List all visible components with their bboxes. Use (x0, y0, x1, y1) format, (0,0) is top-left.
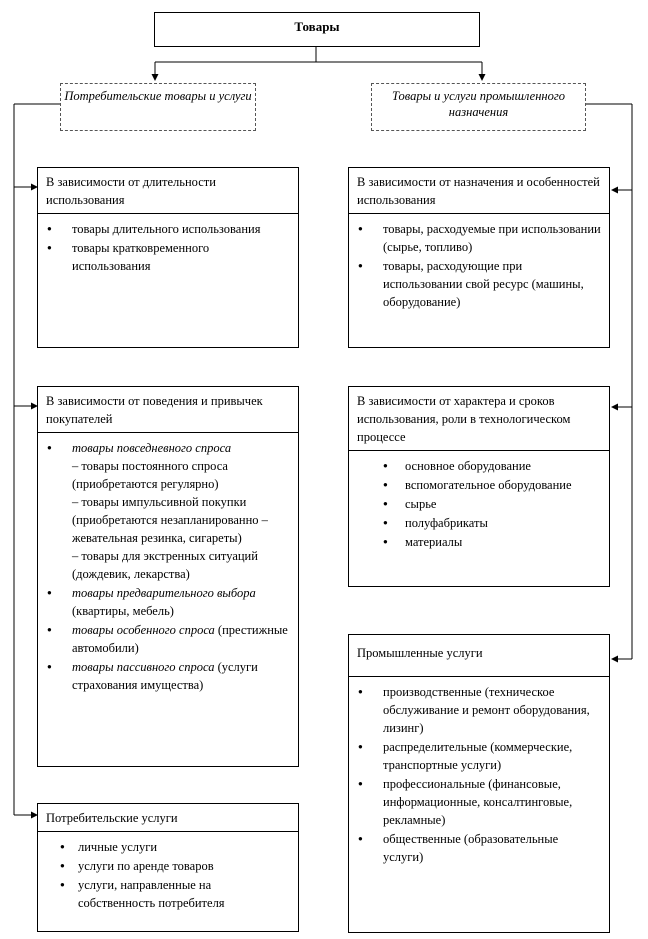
list-item: ● материалы (349, 533, 601, 551)
list-item: ● общественные (образовательные услуги) (349, 830, 601, 866)
item-list (38, 214, 298, 275)
right-box-industrial-services (348, 634, 610, 933)
item-list (38, 832, 298, 912)
list-item: ● сырье (349, 495, 601, 513)
root-box (154, 12, 480, 47)
item-list (349, 677, 609, 866)
list-item: ● товары, расходующие при использовании свой ресурс (машины, оборудование) (349, 257, 601, 311)
item-rest: (услуги страхования имущества) (72, 660, 258, 692)
right-category-box (371, 83, 586, 131)
left-category-label: Потребительские товары и услуги (64, 89, 252, 103)
list-item: ● товары, расходуемые при использовании (сырье, топливо) (349, 220, 601, 256)
sub-item: – товары импульсивной покупки (приобретаются незапланированно – жевательная резинка, сигареты) (72, 495, 268, 545)
sub-item: – товары для экстренных ситуаций (дождевик, лекарства) (72, 549, 258, 581)
list-item (38, 658, 290, 694)
box-header: Потребительские услуги (38, 804, 298, 832)
list-item: ● личные услуги (38, 838, 290, 856)
list-item (38, 584, 290, 620)
item-emphasis: товары предварительного выбора (72, 586, 256, 600)
right-box-purpose (348, 167, 610, 348)
item-rest: (престижные автомобили) (72, 623, 288, 655)
item-list (38, 433, 298, 694)
item-rest: (квартиры, мебель) (72, 604, 174, 618)
item-emphasis: товары пассивного спроса (72, 660, 215, 674)
left-box-consumer-services (37, 803, 299, 932)
list-item: ● вспомогательное оборудование (349, 476, 601, 494)
item-list (349, 451, 609, 551)
box-header: Промышленные услуги (349, 635, 609, 677)
sub-item: – товары постоянного спроса (приобретаются регулярно) (72, 459, 228, 491)
box-header: В зависимости от назначения и особенностей использования (349, 168, 609, 214)
list-item (38, 621, 290, 657)
box-header: В зависимости от длительности использования (38, 168, 298, 214)
item-emphasis: товары особенного спроса (72, 623, 215, 637)
box-header: В зависимости от характера и сроков использования, роли в технологическом процессе (349, 387, 609, 451)
box-header: В зависимости от поведения и привычек покупателей (38, 387, 298, 433)
item-list (349, 214, 609, 311)
list-item: ● полуфабрикаты (349, 514, 601, 532)
list-item: ● основное оборудование (349, 457, 601, 475)
item-emphasis: товары повседневного спроса (72, 441, 232, 455)
list-item: ● товары длительного использования (38, 220, 290, 238)
list-item: ● услуги, направленные на собственность потребителя (38, 876, 290, 912)
left-category-box (60, 83, 256, 131)
list-item: ● производственные (техническое обслуживание и ремонт оборудования, лизинг) (349, 683, 601, 737)
right-category-label: Товары и услуги промышленного назначения (392, 89, 565, 119)
list-item (38, 439, 290, 583)
list-item: ● распределительные (коммерческие, транспортные услуги) (349, 738, 601, 774)
right-box-character (348, 386, 610, 587)
list-item: ● услуги по аренде товаров (38, 857, 290, 875)
left-box-behavior (37, 386, 299, 767)
left-box-duration (37, 167, 299, 348)
list-item: ● профессиональные (финансовые, информационные, консалтинговые, рекламные) (349, 775, 601, 829)
root-title: Товары (294, 19, 340, 34)
list-item: ● товары кратковременного использования (38, 239, 290, 275)
